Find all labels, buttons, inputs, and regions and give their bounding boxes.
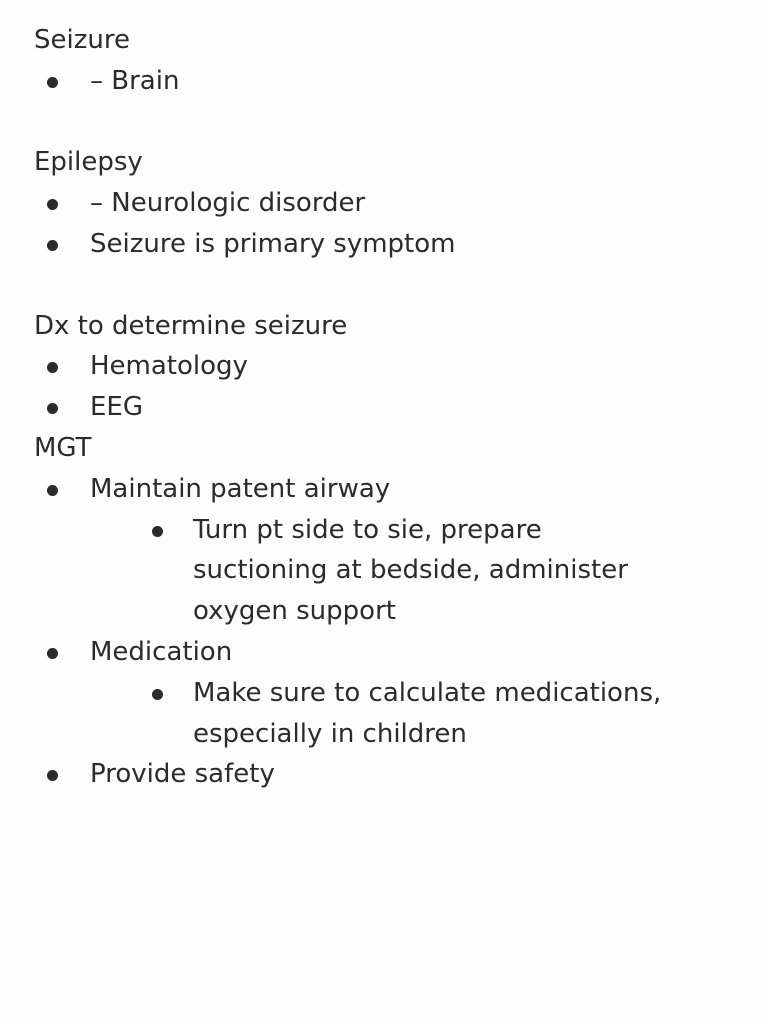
sub-bullet-continuation: oxygen support [193, 596, 396, 627]
bullet-icon [47, 240, 58, 251]
section-heading-epilepsy: Epilepsy [34, 147, 143, 178]
bullet-icon [47, 403, 58, 414]
bullet-icon [47, 770, 58, 781]
bullet-icon [47, 485, 58, 496]
bullet-icon [47, 362, 58, 373]
blank-line [0, 265, 768, 306]
bullet-icon [47, 77, 58, 88]
bullet-item [0, 183, 768, 224]
bullet-item [0, 346, 768, 387]
section-heading-mgt: MGT [34, 432, 92, 463]
sub-bullet-item [0, 673, 768, 714]
sub-bullet-text: Make sure to calculate medications, [193, 677, 662, 708]
sub-bullet-icon [152, 526, 163, 537]
bullet-text: Maintain patent airway [90, 473, 391, 504]
bullet-item [0, 387, 768, 428]
sub-bullet-continuation: especially in children [193, 718, 467, 749]
bullet-text: Provide safety [90, 759, 275, 790]
sub-bullet-icon [152, 689, 163, 700]
section-heading-seizure: Seizure [34, 25, 130, 55]
sub-bullet-continuation: suctioning at bedside, administer [193, 555, 628, 586]
bullet-text: – Brain [90, 65, 180, 96]
section-heading-dx: Dx to determine seizure [34, 310, 348, 341]
bullet-text: EEG [90, 392, 144, 423]
bullet-item [0, 224, 768, 265]
bullet-icon [47, 199, 58, 210]
bullet-item [0, 754, 768, 795]
bullet-text: Hematology [90, 351, 248, 382]
sub-bullet-text: Turn pt side to sie, prepare [193, 514, 542, 545]
blank-line [0, 102, 768, 143]
bullet-text: – Neurologic disorder [90, 188, 366, 219]
bullet-item [0, 61, 768, 102]
bullet-item [0, 632, 768, 673]
bullet-icon [47, 648, 58, 659]
sub-bullet-item [0, 510, 768, 551]
bullet-text: Seizure is primary symptom [90, 228, 456, 259]
bullet-text: Medication [90, 636, 233, 667]
bullet-item [0, 469, 768, 510]
